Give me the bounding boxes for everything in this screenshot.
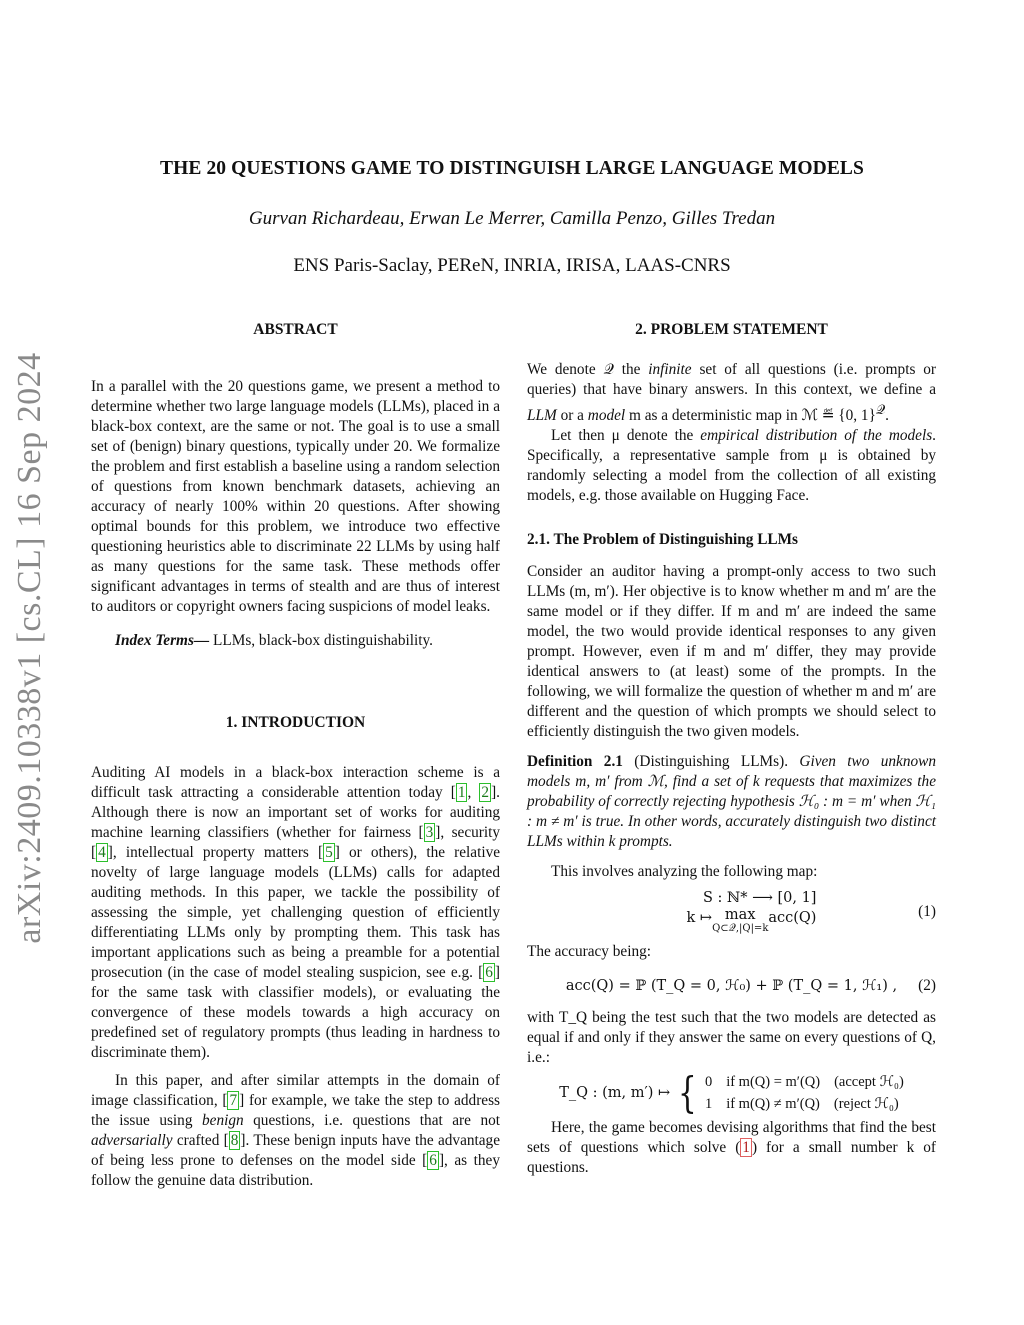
abstract-text: In a parallel with the 20 questions game, we present a method to determine whether two large language models (LLMs), placed in a black-box context, are the same or not. The goal is to use a small set of (benign) binary questions, typically under 20. We formalize the problem and first establish a baseline using a random selection of questions from known benchmark datasets, achieving an accuracy of nearly 100% within 20 questions. After showing optimal bounds for this problem, we introduce two effective questioning heuristics able to discriminate 22 LLMs by using half as many questions for the same task. These methods offer significant advantages in terms of stealth and are thus of interest to auditors or copyright owners facing suspicions of model leaks. <box>91 378 500 615</box>
citation-link[interactable]: 8 <box>230 1132 239 1149</box>
arxiv-side-stamp <box>0 352 60 944</box>
problem-paragraph-2: Let then μ denote the empirical distribution of the models. Specifically, a representative sample from μ is obtained by randomly selecting a model from the collection of all existing models, e.g. those available on Hugging Face. <box>527 427 936 505</box>
paper-affiliations: ENS Paris-Saclay, PEReN, INRIA, IRISA, LAAS-CNRS <box>293 255 731 276</box>
citation-link[interactable]: 2 <box>481 784 490 801</box>
index-terms-label: Index Terms— <box>115 632 210 649</box>
problem-heading: 2. PROBLEM STATEMENT <box>635 321 828 338</box>
equation-2: acc(Q) = ℙ (T_Q = 0, ℋ₀) + ℙ (T_Q = 1, ℋ₁) , (2) <box>565 977 936 995</box>
definition-2-1: Definition 2.1 (Distinguishing LLMs). Given two unknown models m, m′ from ℳ, find a set of k requests that maximizes the probability of correctly rejecting hypothesis ℋ₀ : m = m′ when ℋ₁ : m ≠ m′ is true. In other words, accurately distinguish two distinct LLMs within k prompts. <box>527 753 936 851</box>
equation-ref-link[interactable]: 1 <box>742 1139 750 1157</box>
equation-1: S : ℕ* ⟶ [0, 1] k ↦ max Q⊂𝒬,|Q|=k acc(Q) (1) <box>686 890 936 935</box>
left-column <box>91 320 500 1191</box>
problem-paragraph-1: We denote 𝒬 the infinite set of all questions (i.e. prompts or queries) that have binary answers. In this context, we define a LLM or a model m as a deterministic map in ℳ ≝ {0, 1}$^𝒬$. <box>527 361 936 425</box>
citation-link[interactable]: 4 <box>98 844 106 861</box>
problem-paragraph-5: The accuracy being: <box>527 943 652 961</box>
intro-paragraph-2: In this paper, and after similar attempts in the domain of image classification, [ 7 ] for example, we take the step to address the issue using benign questions, i.e. questions that are not adversarially crafted [ 8 ]. These benign inputs have the advantage of being less prone to defenses on the model side [ 6 ], as they follow the genuine data distribution. <box>91 1072 501 1189</box>
arxiv-id: arXiv:2409.10338v1 [cs.CL] 16 Sep 2024 <box>11 352 48 944</box>
paper-title: THE 20 QUESTIONS GAME TO DISTINGUISH LARGE LANGUAGE MODELS <box>160 158 864 179</box>
equation-3: T_Q : (m, m′) ↦ { 0 if m(Q) = m′(Q) (accept ℋ₀) 1 if m(Q) ≠ m′(Q) (reject ℋ₀) <box>559 1068 904 1118</box>
citation-link[interactable]: 7 <box>229 1092 238 1109</box>
citation-link[interactable]: 6 <box>485 964 493 981</box>
problem-paragraph-4: This involves analyzing the following map: <box>551 863 818 881</box>
equation-number: (2) <box>918 977 936 995</box>
right-column <box>527 320 936 1178</box>
citation-link[interactable]: 3 <box>425 824 434 841</box>
abstract-heading: ABSTRACT <box>253 321 338 338</box>
citation-link[interactable]: 1 <box>457 784 466 801</box>
problem-paragraph-3: Consider an auditor having a prompt-only access to two such LLMs (m, m′). Her objective is to know whether m and m′ are the same model or if they differ. If m and m′ are indeed the same model, the two would provide identical responses to any given prompt. However, even if m and m′ differ, they may provide identical answers to (at least) some of the prompts. In the following, we will formalize the question of whether m and m′ are different and the question of which prompts we should select to efficiently distinguish the two given models. <box>527 563 936 741</box>
problem-paragraph-6: with T_Q being the test such that the two models are detected as equal if and only if they answer the same on every questions of Q, i.e.: <box>527 1009 936 1067</box>
citation-link[interactable]: 6 <box>429 1152 437 1169</box>
equation-number: (1) <box>918 903 936 921</box>
problem-paragraph-7: Here, the game becomes devising algorithms that find the best sets of questions which solve ( 1 ) for a small number k of questions. <box>527 1119 936 1177</box>
citation-link[interactable]: 5 <box>325 844 333 861</box>
subsection-heading: 2.1. The Problem of Distinguishing LLMs <box>527 531 798 549</box>
intro-paragraph-1: Auditing AI models in a black-box interaction scheme is a difficult task attracting a considerable attention today [ 1 , 2 ]. Although there is now an important set of works for auditing machine learning classifiers (whether for fairness [ 3 ], security [ 4 ], intellectual property matters [ 5 ] or others), the relative novelty of large language models (LLMs) calls for adapted auditing methods. In this paper, we tackle the possibility of assessing the simple, yet challenging question of efficiently differentiating LLMs only by prompting them. This task has important applications such as being a preamble for a potential prosecution (in the case of model stealing suspicion, see e.g. [ 6 ] for the same task with classifier models), or evaluating the convergence of these models towards a high accuracy on predefined set of regulatory prompts (thus leading in hardness to discriminate them). <box>91 764 501 1061</box>
index-terms-text: LLMs, black-box distinguishability. <box>213 632 433 649</box>
index-terms <box>91 631 500 651</box>
paper-authors: Gurvan Richardeau, Erwan Le Merrer, Camilla Penzo, Gilles Tredan <box>248 208 776 229</box>
intro-heading: 1. INTRODUCTION <box>225 714 366 731</box>
